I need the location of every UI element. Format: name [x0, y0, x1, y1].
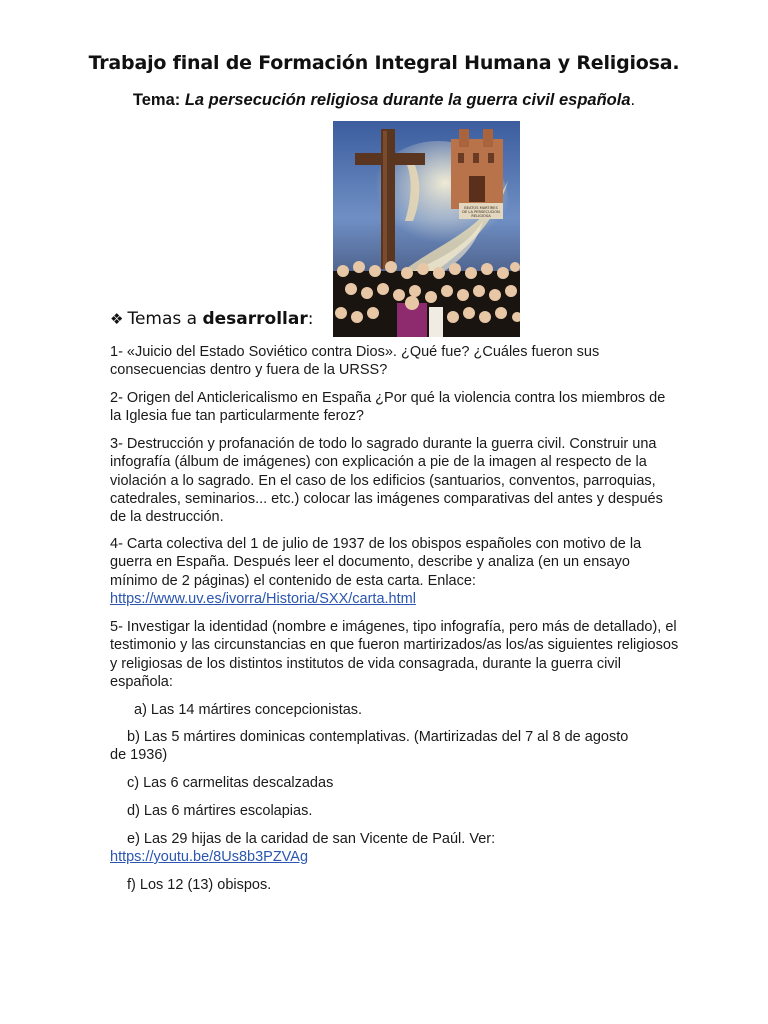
item-2: [110, 389, 680, 426]
subitem-e-link-wrap: [110, 848, 308, 866]
item-3-text: 3- Destrucción y profanación de todo lo sagrado durante la guerra civil. Construir una infografía (álbum de imágenes) con explicación a pie de la imagen al respecto de la violación a lo sagrado. En el caso de los edificios (santuarios, conventos, parroquias, catedrales, seminarios... etc.) colocar las imágenes comparativas del antes y después de la destrucción.: [110, 436, 663, 526]
subtitle-topic: La persecución religiosa durante la guerra civil española: [184, 91, 631, 109]
painting-caption-3: RELIGIOSA: [471, 214, 491, 218]
subitem-b: [127, 728, 687, 746]
martyrs-painting: [333, 121, 520, 337]
subitem-c: c) Las 6 carmelitas descalzadas: [127, 775, 334, 791]
diamond-bullet-icon: ❖: [110, 310, 124, 328]
item-4-text: 4- Carta colectiva del 1 de julio de 1937 de los obispos españoles con motivo de la guerra en España. Después leer el documento, describe y analiza (en un ensayo mínimo de 2 páginas) el contenido de esta carta. Enlace:: [110, 536, 642, 589]
item-1-text: 1- «Juicio del Estado Soviético contra Dios». ¿Qué fue? ¿Cuáles fueron sus consecuencias dentro y fuera de la URSS?: [110, 344, 600, 379]
item-5: [110, 618, 680, 691]
subitem-e: e) Las 29 hijas de la caridad de san Vicente de Paúl. Ver:: [127, 831, 496, 847]
cover-image: [333, 121, 520, 337]
subitem-b-line1: b) Las 5 mártires dominicas contemplativas. (Martirizadas del 7 al 8 de agosto: [127, 729, 629, 745]
document-subtitle: [0, 91, 768, 110]
section-heading-suffix: :: [307, 309, 314, 329]
subitem-a: a) Las 14 mártires concepcionistas.: [134, 702, 363, 718]
carta-link[interactable]: https://www.uv.es/ivorra/Historia/SXX/carta.html: [110, 590, 416, 607]
section-heading: [110, 309, 313, 329]
subitem-f: f) Los 12 (13) obispos.: [127, 877, 272, 893]
item-2-text: 2- Origen del Anticlericalismo en España ¿Por qué la violencia contra los miembros de la Iglesia fue tan particularmente feroz?: [110, 390, 666, 425]
painting-caption-1: BEATOS MARTIRES: [464, 206, 498, 210]
subtitle-label: Tema:: [132, 91, 181, 109]
youtube-link[interactable]: https://youtu.be/8Us8b3PZVAg: [110, 849, 309, 865]
item-3: [110, 435, 680, 526]
subtitle-period: .: [630, 91, 636, 109]
item-4: [110, 535, 680, 608]
section-heading-prefix: Temas a: [127, 309, 203, 329]
document-title: Trabajo final de Formación Integral Humana y Religiosa.: [88, 52, 680, 74]
section-heading-bold: desarrollar: [202, 309, 308, 329]
subitem-b-line2: de 1936): [110, 747, 168, 763]
item-1: [110, 343, 680, 380]
painting-caption-2: DE LA PERSECUCION: [462, 210, 500, 214]
item-5-text: 5- Investigar la identidad (nombre e imágenes, tipo infografía, pero más de detallado), el testimonio y las circunstancias en que fueron martirizados/as los/as siguientes religiosos y religiosas de los distintos institutos de vida consagrada, durante la guerra civil española:: [110, 619, 679, 690]
subitem-d: d) Las 6 mártires escolapias.: [127, 803, 313, 819]
